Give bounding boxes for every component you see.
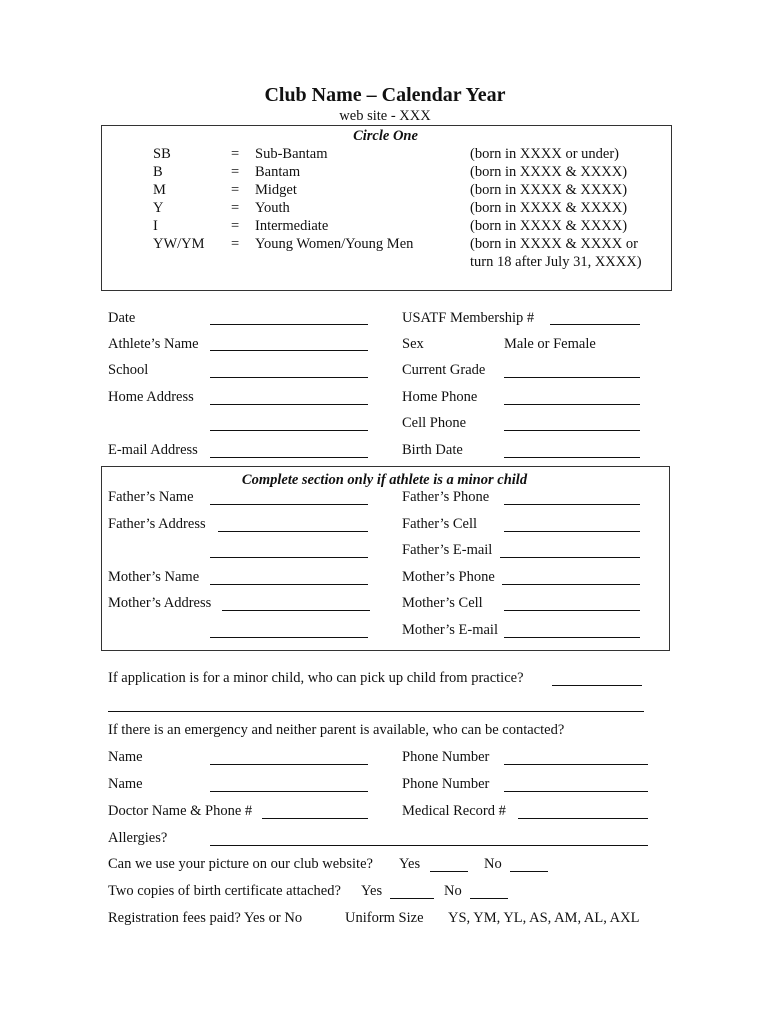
allergies-field[interactable] (210, 845, 648, 846)
division-code[interactable]: I (153, 218, 158, 234)
birth-date-label: Birth Date (402, 442, 463, 458)
sex-label: Sex (402, 336, 424, 352)
fathers-phone-label: Father’s Phone (402, 489, 490, 505)
fathers-address-label: Father’s Address (108, 516, 206, 532)
cell-phone-field[interactable] (504, 430, 640, 431)
home-phone-label: Home Phone (402, 389, 478, 405)
uniform-size-label: Uniform Size (345, 910, 424, 926)
division-code[interactable]: SB (153, 146, 171, 162)
division-born: (born in XXXX & XXXX) (470, 164, 628, 180)
date-label: Date (108, 310, 136, 326)
division-code[interactable]: Y (153, 200, 164, 216)
allergies-label: Allergies? (108, 830, 168, 846)
emergency-name-field[interactable] (210, 764, 368, 765)
division-equals: = (231, 146, 240, 162)
home-phone-field[interactable] (504, 404, 640, 405)
fathers-address-field-2[interactable] (210, 557, 368, 558)
minor-section-heading: Complete section only if athlete is a minor child (241, 472, 528, 488)
emergency-name-label-2: Name (108, 776, 143, 792)
division-name[interactable]: Bantam (255, 164, 301, 180)
emergency-name-label: Name (108, 749, 143, 765)
sex-options[interactable]: Male or Female (504, 336, 596, 352)
home-address-field-2[interactable] (210, 430, 368, 431)
circle-one-label: Circle One (353, 128, 418, 144)
mothers-address-field-2[interactable] (210, 637, 368, 638)
school-field[interactable] (210, 377, 368, 378)
fathers-email-field[interactable] (500, 557, 640, 558)
fathers-email-label: Father’s E-mail (402, 542, 493, 558)
emergency-phone-field[interactable] (504, 764, 648, 765)
mothers-address-field[interactable] (222, 610, 370, 611)
division-born: (born in XXXX & XXXX or (470, 236, 638, 252)
birth-cert-yes-label: Yes (361, 883, 383, 899)
mothers-cell-label: Mother’s Cell (402, 595, 483, 611)
medical-record-label: Medical Record # (402, 803, 506, 819)
fathers-address-field[interactable] (218, 531, 368, 532)
fathers-cell-field[interactable] (504, 531, 640, 532)
birth-date-field[interactable] (504, 457, 640, 458)
picture-yes-field[interactable] (430, 871, 468, 872)
emergency-phone-label: Phone Number (402, 749, 490, 765)
picture-no-field[interactable] (510, 871, 548, 872)
home-address-field[interactable] (210, 404, 368, 405)
uniform-size-options[interactable]: YS, YM, YL, AS, AM, AL, AXL (448, 910, 640, 926)
division-name[interactable]: Youth (255, 200, 290, 216)
fathers-name-field[interactable] (210, 504, 368, 505)
mothers-name-label: Mother’s Name (108, 569, 200, 585)
emergency-phone-field-2[interactable] (504, 791, 648, 792)
emergency-question: If there is an emergency and neither parent is available, who can be contacted? (108, 722, 565, 738)
mothers-cell-field[interactable] (504, 610, 640, 611)
doctor-label: Doctor Name & Phone # (108, 803, 253, 819)
mothers-email-label: Mother’s E-mail (402, 622, 498, 638)
division-born: (born in XXXX or under) (470, 146, 619, 162)
birth-cert-no-field[interactable] (470, 898, 508, 899)
page-title: Club Name – Calendar Year (264, 84, 506, 106)
fees-paid-question[interactable]: Registration fees paid? Yes or No (108, 910, 303, 926)
division-name[interactable]: Young Women/Young Men (255, 236, 414, 252)
mothers-phone-field[interactable] (502, 584, 640, 585)
doctor-field[interactable] (262, 818, 368, 819)
division-equals: = (231, 182, 240, 198)
mothers-name-field[interactable] (210, 584, 368, 585)
birth-cert-question: Two copies of birth certificate attached? (108, 883, 341, 899)
usatf-label: USATF Membership # (402, 310, 535, 326)
picture-yes-label: Yes (399, 856, 421, 872)
division-born: (born in XXXX & XXXX) (470, 200, 628, 216)
mothers-phone-label: Mother’s Phone (402, 569, 495, 585)
usatf-field[interactable] (550, 324, 640, 325)
pickup-field-2[interactable] (108, 711, 644, 712)
emergency-phone-label-2: Phone Number (402, 776, 490, 792)
division-name[interactable]: Sub-Bantam (255, 146, 328, 162)
division-code[interactable]: YW/YM (153, 236, 205, 252)
pickup-question: If application is for a minor child, who can pick up child from practice? (108, 670, 524, 686)
birth-cert-yes-field[interactable] (390, 898, 434, 899)
picture-question: Can we use your picture on our club website? (108, 856, 373, 872)
athlete-name-field[interactable] (210, 350, 368, 351)
division-equals: = (231, 218, 240, 234)
division-born: (born in XXXX & XXXX) (470, 218, 628, 234)
division-code[interactable]: M (153, 182, 166, 198)
mothers-email-field[interactable] (504, 637, 640, 638)
division-equals: = (231, 236, 240, 252)
pickup-field[interactable] (552, 685, 642, 686)
email-field[interactable] (210, 457, 368, 458)
medical-record-field[interactable] (518, 818, 648, 819)
email-label: E-mail Address (108, 442, 198, 458)
mothers-address-label: Mother’s Address (108, 595, 212, 611)
current-grade-field[interactable] (504, 377, 640, 378)
division-born: (born in XXXX & XXXX) (470, 182, 628, 198)
fathers-phone-field[interactable] (504, 504, 640, 505)
current-grade-label: Current Grade (402, 362, 486, 378)
home-address-label: Home Address (108, 389, 194, 405)
birth-cert-no-label: No (444, 883, 462, 899)
division-name[interactable]: Intermediate (255, 218, 329, 234)
division-name[interactable]: Midget (255, 182, 297, 198)
date-field[interactable] (210, 324, 368, 325)
emergency-name-field-2[interactable] (210, 791, 368, 792)
division-equals: = (231, 200, 240, 216)
cell-phone-label: Cell Phone (402, 415, 467, 431)
athlete-name-label: Athlete’s Name (108, 336, 199, 352)
website-line: web site - XXX (339, 108, 431, 124)
division-equals: = (231, 164, 240, 180)
fathers-cell-label: Father’s Cell (402, 516, 478, 532)
division-note: turn 18 after July 31, XXXX) (470, 254, 642, 270)
picture-no-label: No (484, 856, 502, 872)
fathers-name-label: Father’s Name (108, 489, 194, 505)
division-code[interactable]: B (153, 164, 163, 180)
school-label: School (108, 362, 149, 378)
